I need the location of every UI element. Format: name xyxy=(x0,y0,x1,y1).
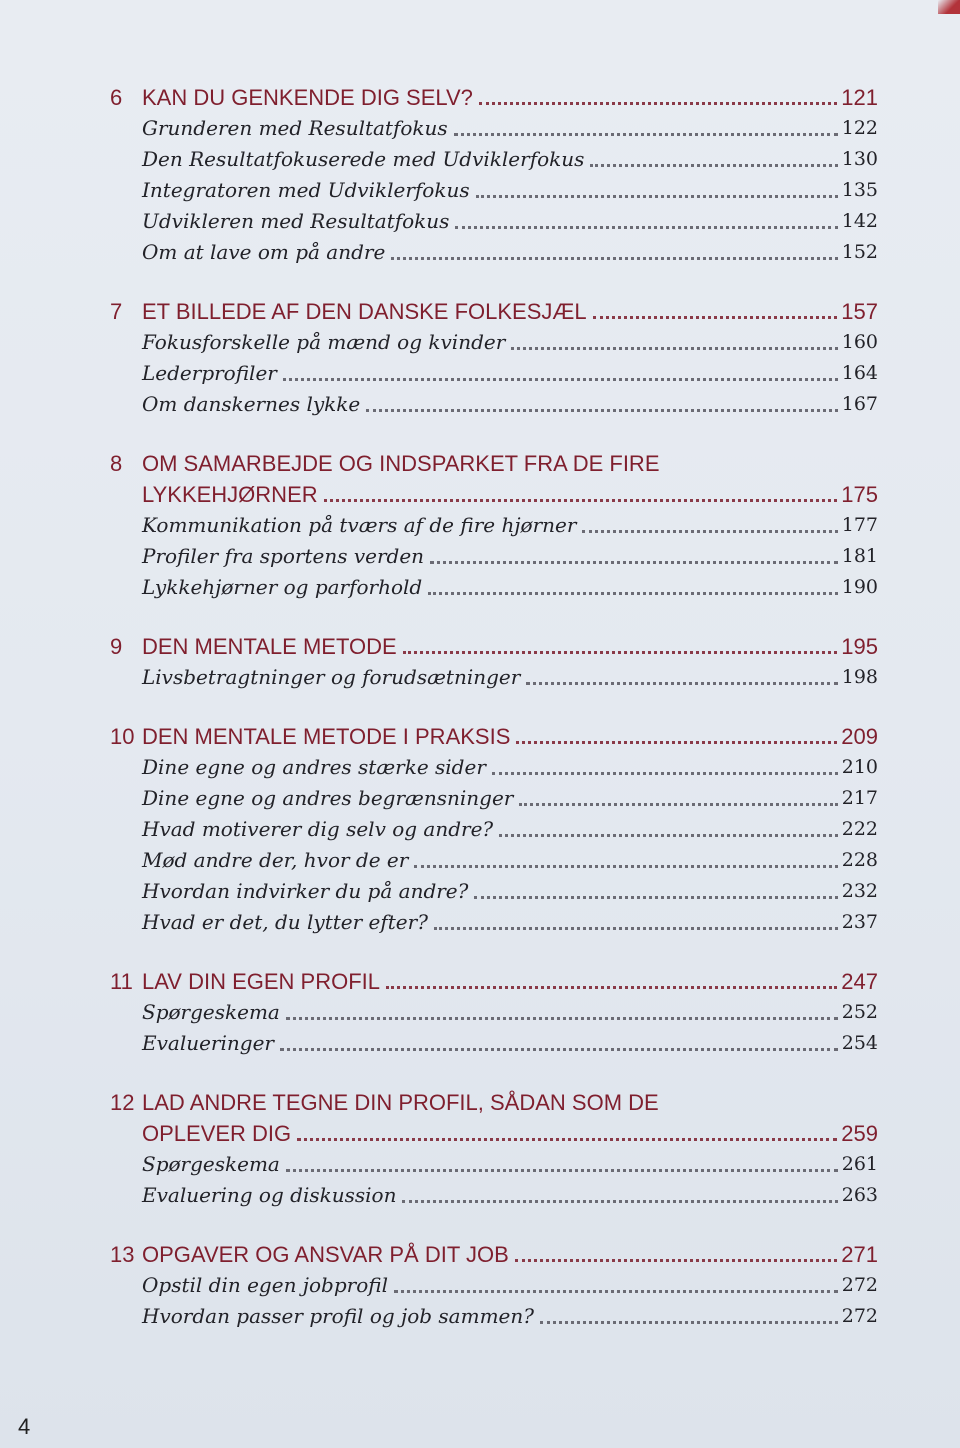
chapter-title-line-1: LAD ANDRE TEGNE DIN PROFIL, SÅDAN SOM DE xyxy=(142,1090,659,1115)
chapter-heading[interactable] xyxy=(110,296,878,327)
dot-leader xyxy=(590,164,837,167)
dot-leader xyxy=(474,896,837,899)
chapter-10 xyxy=(110,721,878,938)
dot-leader xyxy=(519,803,837,806)
chapter-11 xyxy=(110,966,878,1059)
chapter-page-number: 259 xyxy=(841,1121,878,1146)
chapter-title-line-2: LYKKEHJØRNER xyxy=(142,482,318,507)
section-title: Profiler fra sportens verden xyxy=(142,544,425,568)
section-title: Den Resultatfokuserede med Udviklerfokus xyxy=(142,147,585,171)
section-title: Spørgeskema xyxy=(142,1152,280,1176)
chapter-heading[interactable] xyxy=(110,721,878,752)
dot-leader xyxy=(593,316,838,319)
chapter-title-line-2: OPLEVER DIG xyxy=(142,1121,292,1146)
dot-leader xyxy=(391,257,837,260)
dot-leader xyxy=(402,1200,837,1203)
chapter-page-number: 121 xyxy=(841,85,878,110)
toc-section[interactable] xyxy=(110,997,878,1028)
dot-leader xyxy=(479,102,837,105)
section-title: Lykkehjørner og parforhold xyxy=(142,575,423,599)
chapter-12 xyxy=(110,1087,878,1211)
dot-leader xyxy=(515,1259,838,1262)
section-page-number: 252 xyxy=(841,1001,878,1023)
toc-section[interactable] xyxy=(110,783,878,814)
section-title: Om danskernes lykke xyxy=(142,392,361,416)
section-title: Om at lave om på andre xyxy=(142,240,386,264)
toc-section[interactable] xyxy=(110,510,878,541)
chapter-page-number: 157 xyxy=(841,299,878,324)
section-page-number: 272 xyxy=(841,1305,878,1327)
section-page-number: 217 xyxy=(841,787,878,809)
toc-section[interactable] xyxy=(110,1301,878,1332)
section-page-number: 210 xyxy=(841,756,878,778)
dot-leader xyxy=(297,1138,837,1141)
chapter-page-number: 175 xyxy=(841,482,878,507)
chapter-heading[interactable] xyxy=(110,448,878,510)
chapter-number: 8 xyxy=(110,451,123,476)
dot-leader xyxy=(492,772,838,775)
dot-leader xyxy=(414,865,837,868)
page-number-footer: 4 xyxy=(18,1414,31,1439)
chapter-title-row xyxy=(142,1118,878,1149)
chapter-9 xyxy=(110,631,878,693)
chapter-title-block xyxy=(142,448,878,510)
section-page-number: 222 xyxy=(841,818,878,840)
toc-section[interactable] xyxy=(110,1270,878,1301)
dot-leader xyxy=(434,927,838,930)
section-title: Lederprofiler xyxy=(142,361,277,385)
chapter-title: OPGAVER OG ANSVAR PÅ DIT JOB xyxy=(142,1242,509,1267)
section-page-number: 254 xyxy=(841,1032,878,1054)
chapter-heading[interactable] xyxy=(110,966,878,997)
chapter-title-row xyxy=(142,479,878,510)
section-page-number: 263 xyxy=(841,1184,878,1206)
toc-section[interactable] xyxy=(110,327,878,358)
toc-section[interactable] xyxy=(110,175,878,206)
chapter-title: LAV DIN EGEN PROFIL xyxy=(142,969,380,994)
section-page-number: 177 xyxy=(841,514,878,536)
section-page-number: 160 xyxy=(841,331,878,353)
table-of-contents xyxy=(110,82,878,1360)
toc-section[interactable] xyxy=(110,358,878,389)
dot-leader xyxy=(428,592,838,595)
section-title: Spørgeskema xyxy=(142,1000,280,1024)
section-title: Livsbetragtninger og forudsætninger xyxy=(142,665,521,689)
dot-leader xyxy=(430,561,838,564)
dot-leader xyxy=(366,409,838,412)
chapter-number: 6 xyxy=(110,85,123,110)
chapter-number: 13 xyxy=(110,1242,135,1267)
dot-leader xyxy=(280,1048,838,1051)
section-title: Grunderen med Resultatfokus xyxy=(142,116,448,140)
section-title: Integratoren med Udviklerfokus xyxy=(142,178,470,202)
toc-section[interactable] xyxy=(110,206,878,237)
chapter-heading[interactable] xyxy=(110,1239,878,1270)
page-edge-accent xyxy=(938,0,960,14)
section-page-number: 164 xyxy=(841,362,878,384)
chapter-6 xyxy=(110,82,878,268)
dot-leader xyxy=(286,1017,838,1020)
toc-section[interactable] xyxy=(110,845,878,876)
section-title: Dine egne og andres stærke sider xyxy=(142,755,486,779)
chapter-number: 7 xyxy=(110,299,123,324)
dot-leader xyxy=(454,133,838,136)
section-title: Hvad er det, du lytter efter? xyxy=(142,910,428,934)
chapter-page-number: 271 xyxy=(841,1242,878,1267)
chapter-heading[interactable] xyxy=(110,1087,878,1149)
dot-leader xyxy=(286,1169,838,1172)
chapter-number: 9 xyxy=(110,634,123,659)
toc-section[interactable] xyxy=(110,113,878,144)
section-title: Mød andre der, hvor de er xyxy=(142,848,409,872)
section-title: Evalueringer xyxy=(142,1031,274,1055)
toc-section[interactable] xyxy=(110,237,878,268)
toc-section[interactable] xyxy=(110,541,878,572)
dot-leader xyxy=(455,226,837,229)
section-page-number: 167 xyxy=(841,393,878,415)
section-page-number: 198 xyxy=(841,666,878,688)
chapter-title-block xyxy=(142,1087,878,1149)
chapter-7 xyxy=(110,296,878,420)
dot-leader xyxy=(511,347,837,350)
chapter-number: 10 xyxy=(110,724,135,749)
chapter-title: DEN MENTALE METODE I PRAKSIS xyxy=(142,724,511,749)
toc-section[interactable] xyxy=(110,144,878,175)
section-title: Opstil din egen jobprofil xyxy=(142,1273,388,1297)
dot-leader xyxy=(540,1321,838,1324)
section-page-number: 232 xyxy=(841,880,878,902)
chapter-heading[interactable] xyxy=(110,631,878,662)
chapter-8 xyxy=(110,448,878,603)
dot-leader xyxy=(283,378,838,381)
chapter-title: KAN DU GENKENDE DIG SELV? xyxy=(142,85,473,110)
chapter-13 xyxy=(110,1239,878,1332)
toc-section[interactable] xyxy=(110,1149,878,1180)
chapter-heading[interactable] xyxy=(110,82,878,113)
section-page-number: 152 xyxy=(841,241,878,263)
dot-leader xyxy=(394,1290,838,1293)
toc-section[interactable] xyxy=(110,876,878,907)
toc-section[interactable] xyxy=(110,752,878,783)
chapter-title-line-1: OM SAMARBEJDE OG INDSPARKET FRA DE FIRE xyxy=(142,451,660,476)
section-title: Evaluering og diskussion xyxy=(142,1183,397,1207)
dot-leader xyxy=(526,682,837,685)
section-page-number: 272 xyxy=(841,1274,878,1296)
dot-leader xyxy=(403,651,838,654)
toc-section[interactable] xyxy=(110,1180,878,1211)
toc-section[interactable] xyxy=(110,662,878,693)
chapter-page-number: 195 xyxy=(841,634,878,659)
section-title: Fokusforskelle på mænd og kvinder xyxy=(142,330,506,354)
section-page-number: 190 xyxy=(841,576,878,598)
toc-section[interactable] xyxy=(110,572,878,603)
dot-leader xyxy=(324,499,838,502)
dot-leader xyxy=(499,834,838,837)
toc-section[interactable] xyxy=(110,389,878,420)
section-page-number: 142 xyxy=(841,210,878,232)
section-page-number: 122 xyxy=(841,117,878,139)
section-page-number: 181 xyxy=(841,545,878,567)
chapter-page-number: 209 xyxy=(841,724,878,749)
toc-section[interactable] xyxy=(110,1028,878,1059)
chapter-title: ET BILLEDE AF DEN DANSKE FOLKESJÆL xyxy=(142,299,587,324)
section-page-number: 261 xyxy=(841,1153,878,1175)
dot-leader xyxy=(386,986,837,989)
chapter-number: 12 xyxy=(110,1090,135,1115)
section-title: Hvordan indvirker du på andre? xyxy=(142,879,469,903)
section-title: Hvad motiverer dig selv og andre? xyxy=(142,817,494,841)
dot-leader xyxy=(476,195,838,198)
section-title: Udvikleren med Resultatfokus xyxy=(142,209,450,233)
dot-leader xyxy=(516,741,837,744)
section-page-number: 130 xyxy=(841,148,878,170)
chapter-page-number: 247 xyxy=(841,969,878,994)
chapter-number: 11 xyxy=(110,969,133,994)
dot-leader xyxy=(582,530,837,533)
section-title: Hvordan passer profil og job sammen? xyxy=(142,1304,534,1328)
section-page-number: 228 xyxy=(841,849,878,871)
section-page-number: 135 xyxy=(841,179,878,201)
chapter-title: DEN MENTALE METODE xyxy=(142,634,397,659)
section-title: Kommunikation på tværs af de fire hjørner xyxy=(142,513,577,537)
toc-section[interactable] xyxy=(110,907,878,938)
section-title: Dine egne og andres begrænsninger xyxy=(142,786,514,810)
section-page-number: 237 xyxy=(841,911,878,933)
toc-section[interactable] xyxy=(110,814,878,845)
